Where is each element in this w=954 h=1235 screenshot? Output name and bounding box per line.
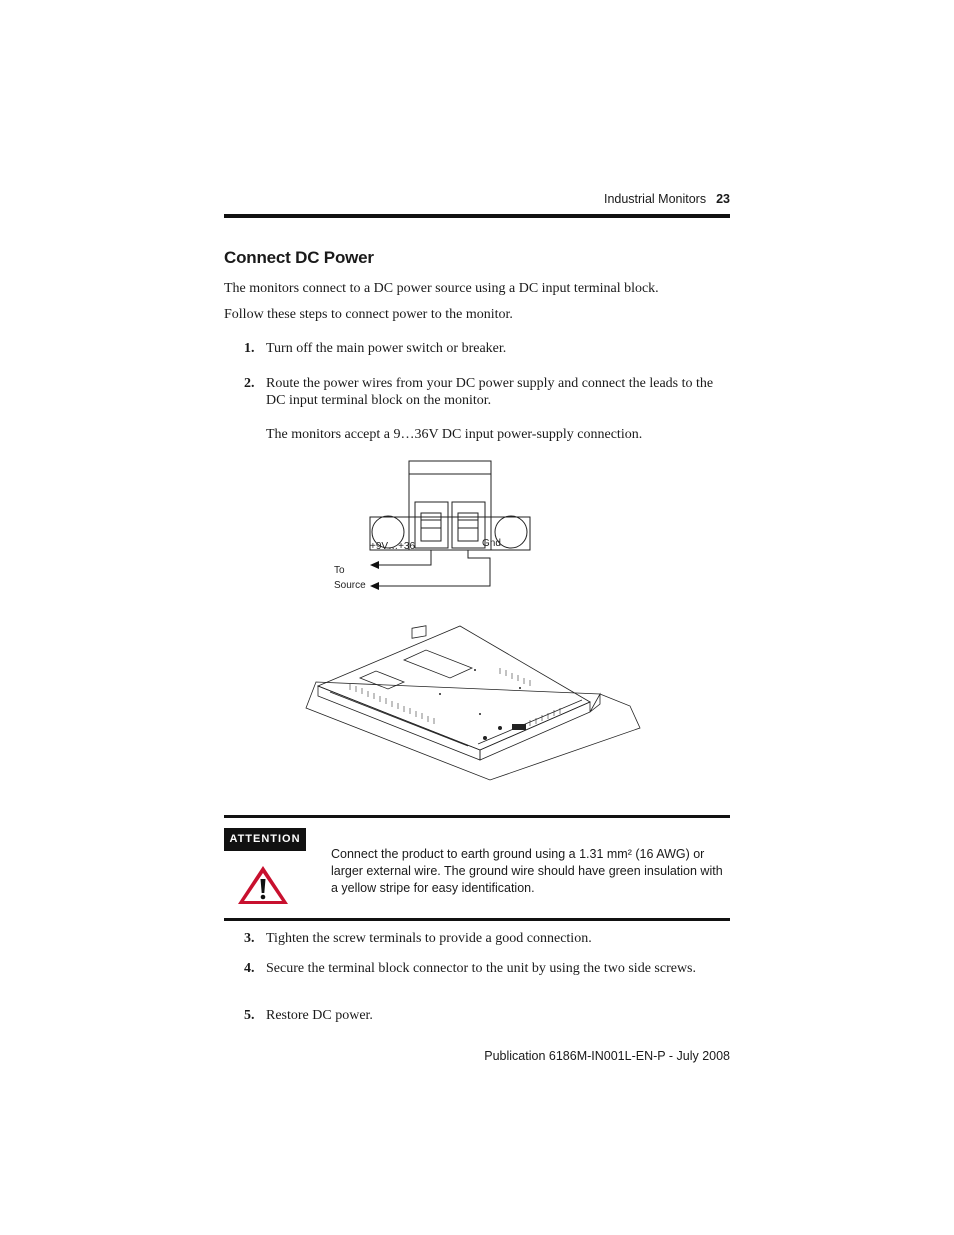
label-to: To xyxy=(334,565,345,576)
attention-badge: ATTENTION xyxy=(224,828,306,851)
header-section: Industrial Monitors xyxy=(603,192,707,206)
page-number: 23 xyxy=(716,192,730,206)
label-positive: +9V…+36 xyxy=(370,541,416,552)
step-number: 1. xyxy=(244,341,255,356)
terminal-block-diagram xyxy=(330,458,560,594)
label-ground: Gnd xyxy=(482,538,501,549)
attention-text: Connect the product to earth ground using a 1.31 mm² (16 AWG) or larger external wire. The ground wire should have green insulation with a yellow stripe for easy identification. xyxy=(331,847,723,895)
step-2-note: The monitors accept a 9…36V DC input power-supply connection. xyxy=(266,427,643,442)
intro-paragraph-1: The monitors connect to a DC power source using a DC input terminal block. xyxy=(224,281,659,296)
monitor-rear-illustration xyxy=(300,620,660,790)
step-text: Restore DC power. xyxy=(266,1008,373,1023)
ground-wire xyxy=(378,550,490,586)
step-text: Turn off the main power switch or breaker. xyxy=(266,341,507,356)
intro-paragraph-2: Follow these steps to connect power to the monitor. xyxy=(224,307,513,322)
step-number: 4. xyxy=(244,961,255,976)
step-number: 2. xyxy=(244,376,255,391)
label-plate xyxy=(404,650,472,678)
attention-rule-bottom xyxy=(224,918,730,921)
positive-wire xyxy=(378,550,431,565)
section-title: Connect DC Power xyxy=(224,248,374,267)
step-number: 3. xyxy=(244,931,255,946)
arrow-ground xyxy=(370,582,379,590)
attention-rule-top xyxy=(224,815,730,818)
monitor-bezel xyxy=(306,682,640,780)
label-source: Source xyxy=(334,580,366,591)
header-rule xyxy=(224,214,730,218)
step-text: Secure the terminal block connector to the unit by using the two side screws. xyxy=(266,961,697,976)
step-text: Tighten the screw terminals to provide a good connection. xyxy=(266,931,592,946)
step-text: Route the power wires from your DC power supply and connect the leads to the DC input terminal block on the monitor. xyxy=(266,376,714,408)
running-header xyxy=(0,192,730,206)
warning-triangle-icon xyxy=(236,864,290,906)
publication-footer: Publication 6186M-IN001L-EN-P - July 2008 xyxy=(484,1049,730,1063)
step-number: 5. xyxy=(244,1008,255,1023)
arrow-positive xyxy=(370,561,379,569)
